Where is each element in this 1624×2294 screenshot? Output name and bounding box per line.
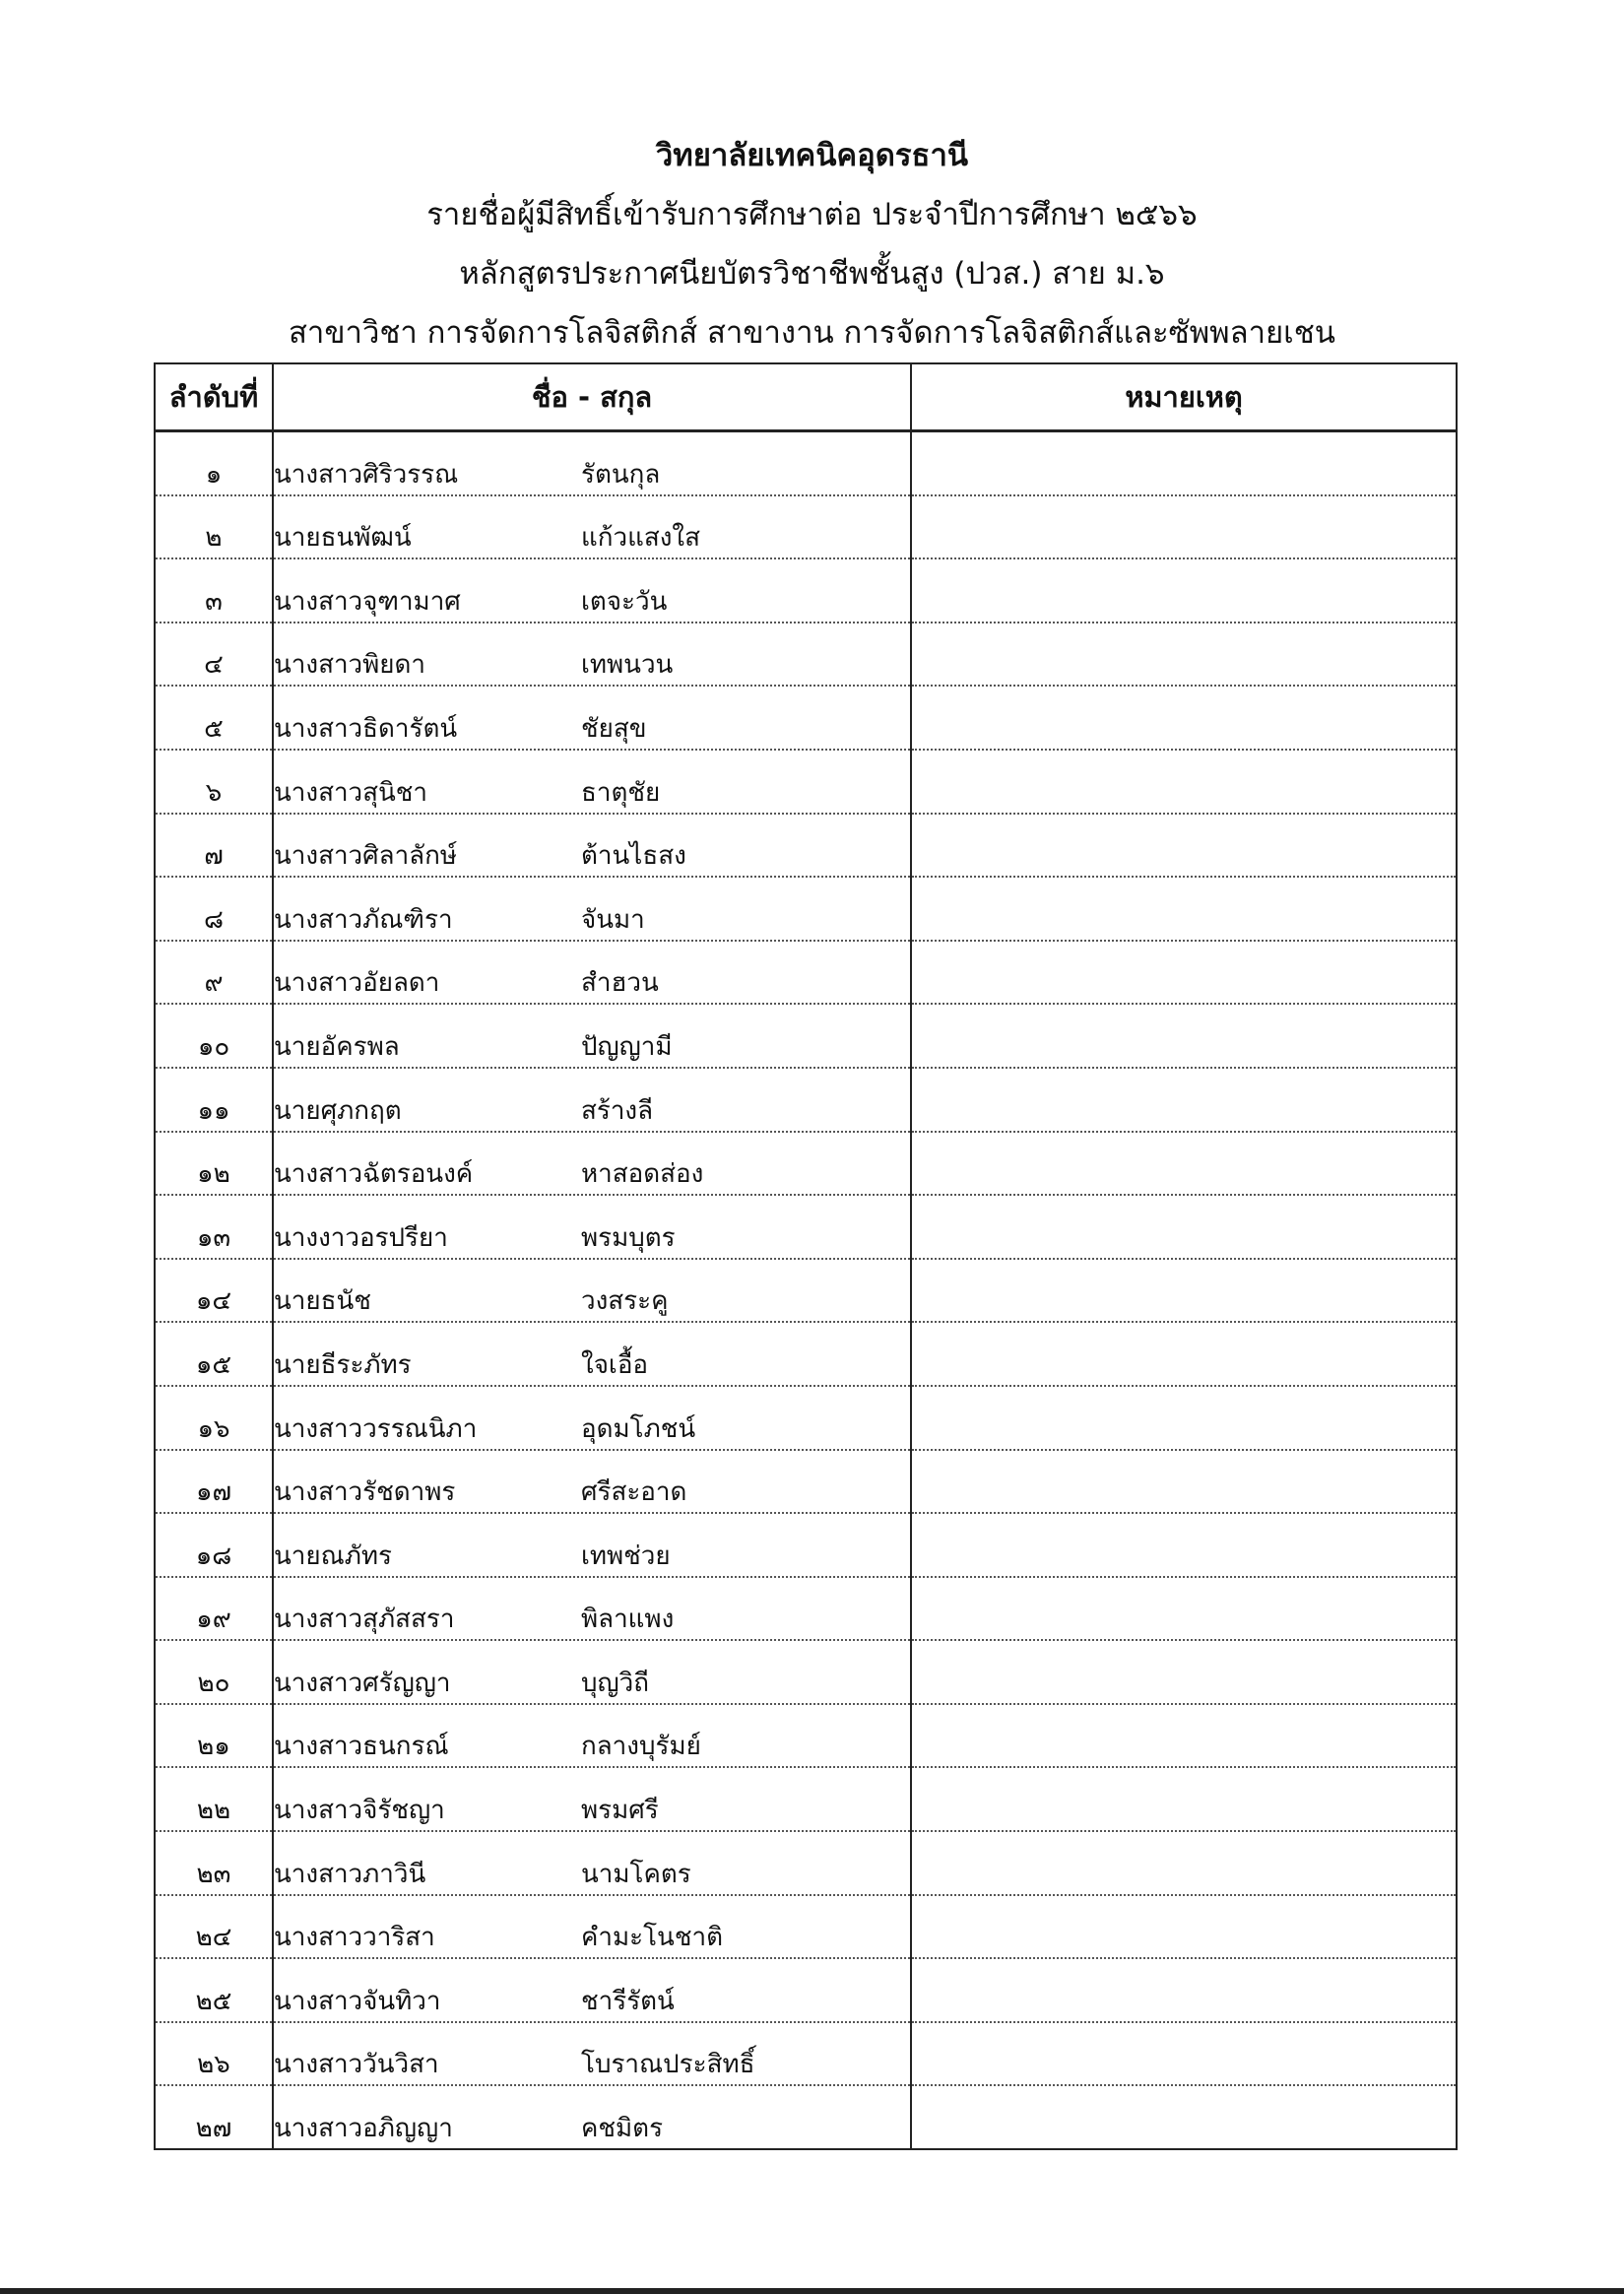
row-full-name: [273, 431, 911, 495]
last-name: เตจะวัน: [581, 586, 668, 617]
table-row: [155, 750, 1457, 814]
first-name: นายธนพัฒน์: [274, 523, 412, 554]
page-bottom-edge: [0, 2288, 1624, 2294]
last-name: ใจเอื้อ: [581, 1349, 649, 1380]
row-remarks: [911, 2085, 1457, 2149]
first-name: นางสาวฉัตรอนงค์: [274, 1159, 474, 1190]
last-name: สำฮวน: [581, 968, 659, 999]
last-name: กลางบุรัมย์: [581, 1732, 701, 1762]
row-number: ๒๒: [155, 1767, 273, 1831]
row-remarks: [911, 1386, 1457, 1450]
row-full-name: [273, 2085, 911, 2149]
first-name: นายศุภกฤต: [274, 1095, 402, 1126]
first-name: นางสาววรรณนิภา: [274, 1413, 478, 1444]
table-row: [155, 1004, 1457, 1068]
table-row: [155, 558, 1457, 623]
last-name: สร้างลี: [581, 1095, 654, 1126]
row-remarks: [911, 1831, 1457, 1895]
row-number: ๒๖: [155, 2022, 273, 2086]
row-number: ๑๓: [155, 1195, 273, 1259]
table-row: [155, 623, 1457, 687]
program-line: หลักสูตรประกาศนียบัตรวิชาชีพชั้นสูง (ปวส.) สาย ม.๖: [459, 256, 1165, 292]
first-name: นางสาวจันทิวา: [274, 1986, 441, 2016]
row-full-name: [273, 1004, 911, 1068]
row-full-name: [273, 1831, 911, 1895]
row-remarks: [911, 1004, 1457, 1068]
row-full-name: [273, 1259, 911, 1323]
last-name: จันมา: [581, 904, 645, 935]
row-number: ๒๔: [155, 1895, 273, 1959]
row-remarks: [911, 750, 1457, 814]
row-remarks: [911, 2022, 1457, 2086]
table-row: [155, 1831, 1457, 1895]
first-name: นายณภัทร: [274, 1540, 392, 1571]
last-name: ชัยสุข: [581, 713, 647, 744]
row-number: ๑๙: [155, 1577, 273, 1641]
announcement-title: รายชื่อผู้มีสิทธิ์เข้ารับการศึกษาต่อ ประจำปีการศึกษา ๒๕๖๖: [426, 197, 1198, 232]
row-number: ๑๕: [155, 1322, 273, 1386]
first-name: นางสาวธนกรณ์: [274, 1732, 449, 1762]
row-number: ๑๑: [155, 1068, 273, 1132]
last-name: นามโคตร: [581, 1859, 691, 1889]
first-name: นางสาวรัชดาพร: [274, 1477, 456, 1508]
column-header-number: ลำดับที่: [155, 363, 273, 431]
first-name: นางสาวอัยลดา: [274, 968, 440, 999]
table-row: [155, 1577, 1457, 1641]
first-name: นางสาวพิยดา: [274, 650, 425, 681]
row-number: ๗: [155, 814, 273, 878]
row-number: ๑๘: [155, 1513, 273, 1577]
row-full-name: [273, 686, 911, 750]
table-header: [155, 363, 1457, 431]
row-full-name: [273, 1767, 911, 1831]
row-remarks: [911, 1640, 1457, 1704]
table-row: [155, 1513, 1457, 1577]
first-name: นางสาวศรัญญา: [274, 1668, 451, 1698]
table-row: [155, 2022, 1457, 2086]
table-row: [155, 1195, 1457, 1259]
table-row: [155, 1259, 1457, 1323]
first-name: นางสาววันวิสา: [274, 2050, 439, 2080]
row-remarks: [911, 558, 1457, 623]
row-number: ๒๗: [155, 2085, 273, 2149]
row-remarks: [911, 1195, 1457, 1259]
document-header: [0, 126, 1624, 362]
column-header-remarks: หมายเหตุ: [911, 363, 1457, 431]
row-full-name: [273, 1068, 911, 1132]
row-remarks: [911, 1958, 1457, 2022]
table-row: [155, 1068, 1457, 1132]
row-number: ๒๕: [155, 1958, 273, 2022]
row-number: ๙: [155, 941, 273, 1005]
row-remarks: [911, 941, 1457, 1005]
last-name: วงสระคู: [581, 1286, 669, 1317]
table-row: [155, 1450, 1457, 1514]
row-full-name: [273, 750, 911, 814]
row-remarks: [911, 1259, 1457, 1323]
last-name: คำมะโนชาติ: [581, 1923, 723, 1953]
row-number: ๑๔: [155, 1259, 273, 1323]
last-name: พรมศรี: [581, 1796, 659, 1826]
first-name: นางสาวจิรัชญา: [274, 1796, 445, 1826]
row-number: ๑๒: [155, 1132, 273, 1196]
row-full-name: [273, 941, 911, 1005]
table-row: [155, 2085, 1457, 2149]
table-body: [155, 431, 1457, 2150]
column-header-name: ชื่อ - สกุล: [273, 363, 911, 431]
row-remarks: [911, 1704, 1457, 1768]
first-name: นางสาวสุภัสสรา: [274, 1605, 455, 1635]
row-full-name: [273, 1322, 911, 1386]
last-name: อุดมโภชน์: [581, 1413, 696, 1444]
row-number: ๓: [155, 558, 273, 623]
row-full-name: [273, 1640, 911, 1704]
last-name: พิลาแพง: [581, 1605, 675, 1635]
first-name: นางงาวอรปรียา: [274, 1222, 448, 1253]
row-number: ๒๐: [155, 1640, 273, 1704]
last-name: เทพนวน: [581, 650, 674, 681]
first-name: นางสาวภาวินี: [274, 1859, 426, 1889]
row-remarks: [911, 1068, 1457, 1132]
last-name: เทพช่วย: [581, 1540, 671, 1571]
table-row: [155, 495, 1457, 559]
table-row: [155, 877, 1457, 941]
row-number: ๑๗: [155, 1450, 273, 1514]
row-remarks: [911, 1513, 1457, 1577]
row-remarks: [911, 495, 1457, 559]
first-name: นางสาวศิลาลักษ์: [274, 841, 457, 872]
first-name: นางสาวธิดารัตน์: [274, 713, 458, 744]
first-name: นางสาวศิริวรรณ: [274, 459, 459, 490]
last-name: ธาตุชัย: [581, 777, 661, 808]
first-name: นางสาวสุนิชา: [274, 777, 428, 808]
row-full-name: [273, 1195, 911, 1259]
row-full-name: [273, 814, 911, 878]
last-name: โบราณประสิทธิ์: [581, 2050, 755, 2080]
table-row: [155, 1640, 1457, 1704]
row-number: ๒: [155, 495, 273, 559]
row-full-name: [273, 1895, 911, 1959]
row-remarks: [911, 686, 1457, 750]
last-name: คชมิตร: [581, 2114, 664, 2144]
last-name: ปัญญามี: [581, 1031, 673, 1062]
last-name: พรมบุตร: [581, 1222, 676, 1253]
row-number: ๒๓: [155, 1831, 273, 1895]
table-row: [155, 1132, 1457, 1196]
table-row: [155, 1386, 1457, 1450]
last-name: รัตนกุล: [581, 459, 661, 490]
row-number: ๒๑: [155, 1704, 273, 1768]
row-number: ๕: [155, 686, 273, 750]
last-name: แก้วแสงใส: [581, 523, 700, 554]
row-full-name: [273, 1450, 911, 1514]
last-name: หาสอดส่อง: [581, 1159, 704, 1190]
last-name: บุญวิถี: [581, 1668, 649, 1698]
row-number: ๑: [155, 431, 273, 495]
row-full-name: [273, 495, 911, 559]
row-remarks: [911, 814, 1457, 878]
row-full-name: [273, 558, 911, 623]
row-full-name: [273, 1704, 911, 1768]
row-remarks: [911, 1132, 1457, 1196]
row-remarks: [911, 1767, 1457, 1831]
row-full-name: [273, 1577, 911, 1641]
row-number: ๑๖: [155, 1386, 273, 1450]
row-number: ๑๐: [155, 1004, 273, 1068]
row-full-name: [273, 1513, 911, 1577]
row-remarks: [911, 1322, 1457, 1386]
table-row: [155, 1767, 1457, 1831]
table-row: [155, 1322, 1457, 1386]
last-name: ต้านไธสง: [581, 841, 686, 872]
first-name: นางสาวจุฑามาศ: [274, 586, 461, 617]
row-full-name: [273, 2022, 911, 2086]
row-remarks: [911, 1577, 1457, 1641]
last-name: ศรีสะอาด: [581, 1477, 687, 1508]
row-number: ๔: [155, 623, 273, 687]
first-name: นางสาวภัณฑิรา: [274, 904, 453, 935]
table-row: [155, 814, 1457, 878]
row-full-name: [273, 1132, 911, 1196]
row-full-name: [273, 877, 911, 941]
row-number: ๖: [155, 750, 273, 814]
row-number: ๘: [155, 877, 273, 941]
last-name: ชารีรัตน์: [581, 1986, 675, 2016]
first-name: นายธนัช: [274, 1286, 371, 1317]
table-row: [155, 686, 1457, 750]
major-line: สาขาวิชา การจัดการโลจิสติกส์ สาขางาน การจัดการโลจิสติกส์และซัพพลายเชน: [289, 315, 1335, 351]
table-row: [155, 431, 1457, 495]
table-row: [155, 1704, 1457, 1768]
row-full-name: [273, 1958, 911, 2022]
row-full-name: [273, 1386, 911, 1450]
table-header-row: [155, 363, 1457, 431]
row-remarks: [911, 623, 1457, 687]
first-name: นายธีระภัทร: [274, 1349, 412, 1380]
college-name: วิทยาลัยเทคนิคอุดรธานี: [655, 138, 969, 173]
table-row: [155, 941, 1457, 1005]
row-remarks: [911, 877, 1457, 941]
row-remarks: [911, 431, 1457, 495]
first-name: นายอัครพล: [274, 1031, 400, 1062]
row-remarks: [911, 1895, 1457, 1959]
student-roster-table: [154, 362, 1458, 2150]
first-name: นางสาวอภิญญา: [274, 2114, 453, 2144]
row-full-name: [273, 623, 911, 687]
table-row: [155, 1895, 1457, 1959]
table-row: [155, 1958, 1457, 2022]
row-remarks: [911, 1450, 1457, 1514]
first-name: นางสาววาริสา: [274, 1923, 435, 1953]
